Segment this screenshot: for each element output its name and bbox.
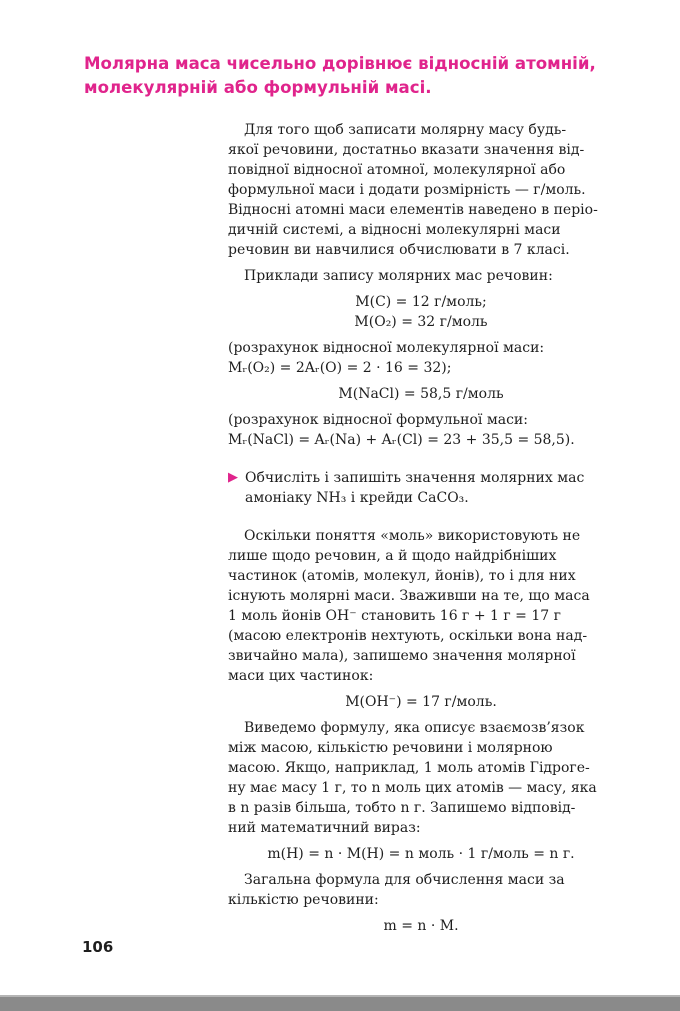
paragraph-line: ний математичний вираз:: [228, 820, 421, 836]
paragraph-line: масою. Якщо, наприклад, 1 моль атомів Гідроге-: [228, 760, 590, 776]
formula-general: m = n · M.: [383, 918, 459, 934]
heading-line-2: молекулярній або формульній масі.: [84, 78, 432, 97]
paragraph-line: в n разів більша, тобто n г. Запишемо відповід-: [228, 800, 576, 816]
task-line-1: Обчисліть і запишіть значення молярних мас: [245, 470, 585, 486]
calc-note-line: (розрахунок відносної формульної маси:: [228, 412, 528, 428]
paragraph-line: Для того щоб записати молярну масу будь-: [244, 122, 567, 138]
paragraph-line: кількістю речовини:: [228, 892, 379, 908]
paragraph-line: звичайно мала), запишемо значення молярної: [228, 648, 576, 664]
paragraph-line: (масою електронів нехтують, оскільки вона над-: [228, 628, 588, 644]
task-block: [228, 468, 614, 508]
formula-hydrogen-mass: m(H) = n · M(H) = n моль · 1 г/моль = n г.: [267, 846, 575, 862]
paragraph-line: лише щодо речовин, а й щодо найдрібніших: [228, 548, 557, 564]
calc-formula-nacl: Mᵣ(NaCl) = Aᵣ(Na) + Aᵣ(Cl) = 23 + 35,5 = 58,5).: [228, 432, 575, 448]
paragraph-line: речовин ви навчилися обчислювати в 7 класі.: [228, 242, 570, 258]
paragraph-line: ну має масу 1 г, то n моль цих атомів — масу, яка: [228, 780, 597, 796]
paragraph-line: дичній системі, а відносні молекулярні маси: [228, 222, 561, 238]
formula-molar-mass-nacl: M(NaCl) = 58,5 г/моль: [338, 386, 504, 402]
paragraph-line: 1 моль йонів OH⁻ становить 16 г + 1 г = 17 г: [228, 608, 561, 624]
section-heading: [84, 52, 644, 100]
play-triangle-icon: ▶: [228, 470, 238, 485]
paragraph-line: формульної маси і додати розмірність — г/моль.: [228, 182, 586, 198]
calc-note-line: (розрахунок відносної молекулярної маси:: [228, 340, 545, 356]
page-number: 106: [82, 938, 114, 956]
calc-formula-oxygen: Mᵣ(O₂) = 2Aᵣ(O) = 2 · 16 = 32);: [228, 360, 452, 376]
paragraph-line: Оскільки поняття «моль» використовують не: [244, 528, 581, 544]
formula-molar-mass-oxygen: M(O₂) = 32 г/моль: [354, 314, 488, 330]
formula-molar-mass-carbon: M(C) = 12 г/моль;: [355, 294, 487, 310]
paragraph-line: частинок (атомів, молекул, йонів), то і для них: [228, 568, 576, 584]
task-line-2: амоніаку NH₃ і крейди CaCO₃.: [245, 490, 469, 506]
paragraph-line: маси цих частинок:: [228, 668, 374, 684]
paragraph-line: існують молярні маси. Зваживши на те, що маса: [228, 588, 590, 604]
examples-intro: Приклади запису молярних мас речовин:: [244, 268, 553, 284]
paragraph-line: Виведемо формулу, яка описує взаємозв’язок: [244, 720, 585, 736]
paragraph-line: Відносні атомні маси елементів наведено в періо-: [228, 202, 598, 218]
heading-line-1: Молярна маса чисельно дорівнює відносній атомній,: [84, 54, 596, 73]
paragraph-line: якої речовини, достатньо вказати значення від-: [228, 142, 585, 158]
paragraph-line: Загальна формула для обчислення маси за: [244, 872, 565, 888]
main-column: [228, 120, 614, 936]
paragraph-line: повідної відносної атомної, молекулярної або: [228, 162, 566, 178]
formula-molar-mass-hydroxide: M(OH⁻) = 17 г/моль.: [345, 694, 497, 710]
paragraph-line: між масою, кількістю речовини і молярною: [228, 740, 553, 756]
